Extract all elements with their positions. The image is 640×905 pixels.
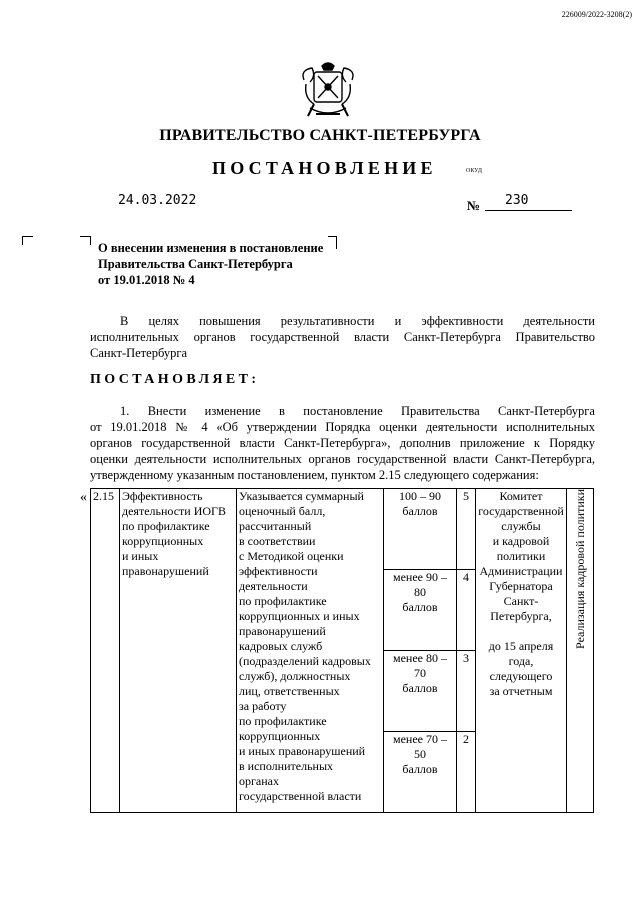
responsible-organization: Комитет государственной службы и кадровой политики Администрации Губернатора Санкт- Петербурга, до 15 апреля года, следующего за отчетным [476, 489, 567, 813]
registration-number: 226009/2022-3208(2) [561, 10, 632, 19]
preamble-line: Санкт-Петербурга [90, 346, 188, 360]
open-quote: « [80, 490, 87, 505]
score-range: 100 – 90 баллов [384, 489, 457, 570]
government-title: ПРАВИТЕЛЬСТВО САНКТ-ПЕТЕРБУРГА [159, 127, 481, 144]
category-cell [567, 489, 594, 813]
score-value: 2 [457, 732, 476, 813]
document-date: 24.03.2022 [118, 193, 197, 208]
coat-of-arms-icon [300, 60, 356, 122]
clause-line: утвержденному указанным постановлением, пунктом 2.15 следующего содержания: [90, 468, 539, 482]
preamble-line: В целях повышения результативности и эффективности деятельности [120, 314, 595, 328]
clause-line: 1. Внести изменение в постановление Правительства Санкт-Петербурга [120, 404, 595, 418]
category-label: Реализация кадровой политики [572, 489, 587, 649]
document-subject: О внесении изменения в постановление Правительства Санкт-Петербурга от 19.01.2018 № 4 [98, 241, 324, 287]
score-range: менее 70 – 50 баллов [384, 732, 457, 813]
subject-corner-left [80, 236, 91, 245]
okud-label: ОКУД [466, 168, 482, 174]
item-number: 2.15 [91, 489, 120, 813]
indicator-description: Указывается суммарный оценочный балл, рассчитанный в соответствии с Методикой оценки эффективности деятельности по профилактике коррупционных и иных правонарушений кадровых служб (подразделений кадровых служб), должностных лиц, ответственных за работу по профилактике коррупционных и иных правонарушений в исполнительных органах государственной власти [237, 489, 384, 813]
score-range: менее 90 – 80 баллов [384, 570, 457, 651]
score-value: 5 [457, 489, 476, 570]
indicator-name: Эффективность деятельности ИОГВ по профилактике коррупционных и иных правонарушений [120, 489, 237, 813]
score-value: 3 [457, 651, 476, 732]
table-row [91, 489, 594, 570]
clause-line: органов государственной власти Санкт-Петербурга», дополнив приложение к Порядку [90, 436, 595, 450]
number-underline [485, 210, 572, 211]
resolves-heading: ПОСТАНОВЛЯЕТ: [90, 372, 260, 387]
preamble-line: исполнительных органов государственной власти Санкт-Петербурга Правительство [90, 330, 595, 344]
margin-corner-mark [22, 236, 33, 245]
preamble [90, 313, 595, 361]
document-number: 230 [505, 193, 529, 208]
score-range: менее 80 – 70 баллов [384, 651, 457, 732]
clause-1 [90, 403, 595, 483]
document-type: ПОСТАНОВЛЕНИЕ [212, 158, 437, 178]
criteria-table [90, 488, 594, 813]
clause-line: оценки деятельности исполнительных органов государственной власти Санкт-Петербурга, [90, 452, 595, 466]
clause-line: от 19.01.2018 № 4 «Об утверждении Порядка оценки деятельности исполнительных [90, 420, 595, 434]
score-value: 4 [457, 570, 476, 651]
number-label: № [467, 198, 481, 213]
